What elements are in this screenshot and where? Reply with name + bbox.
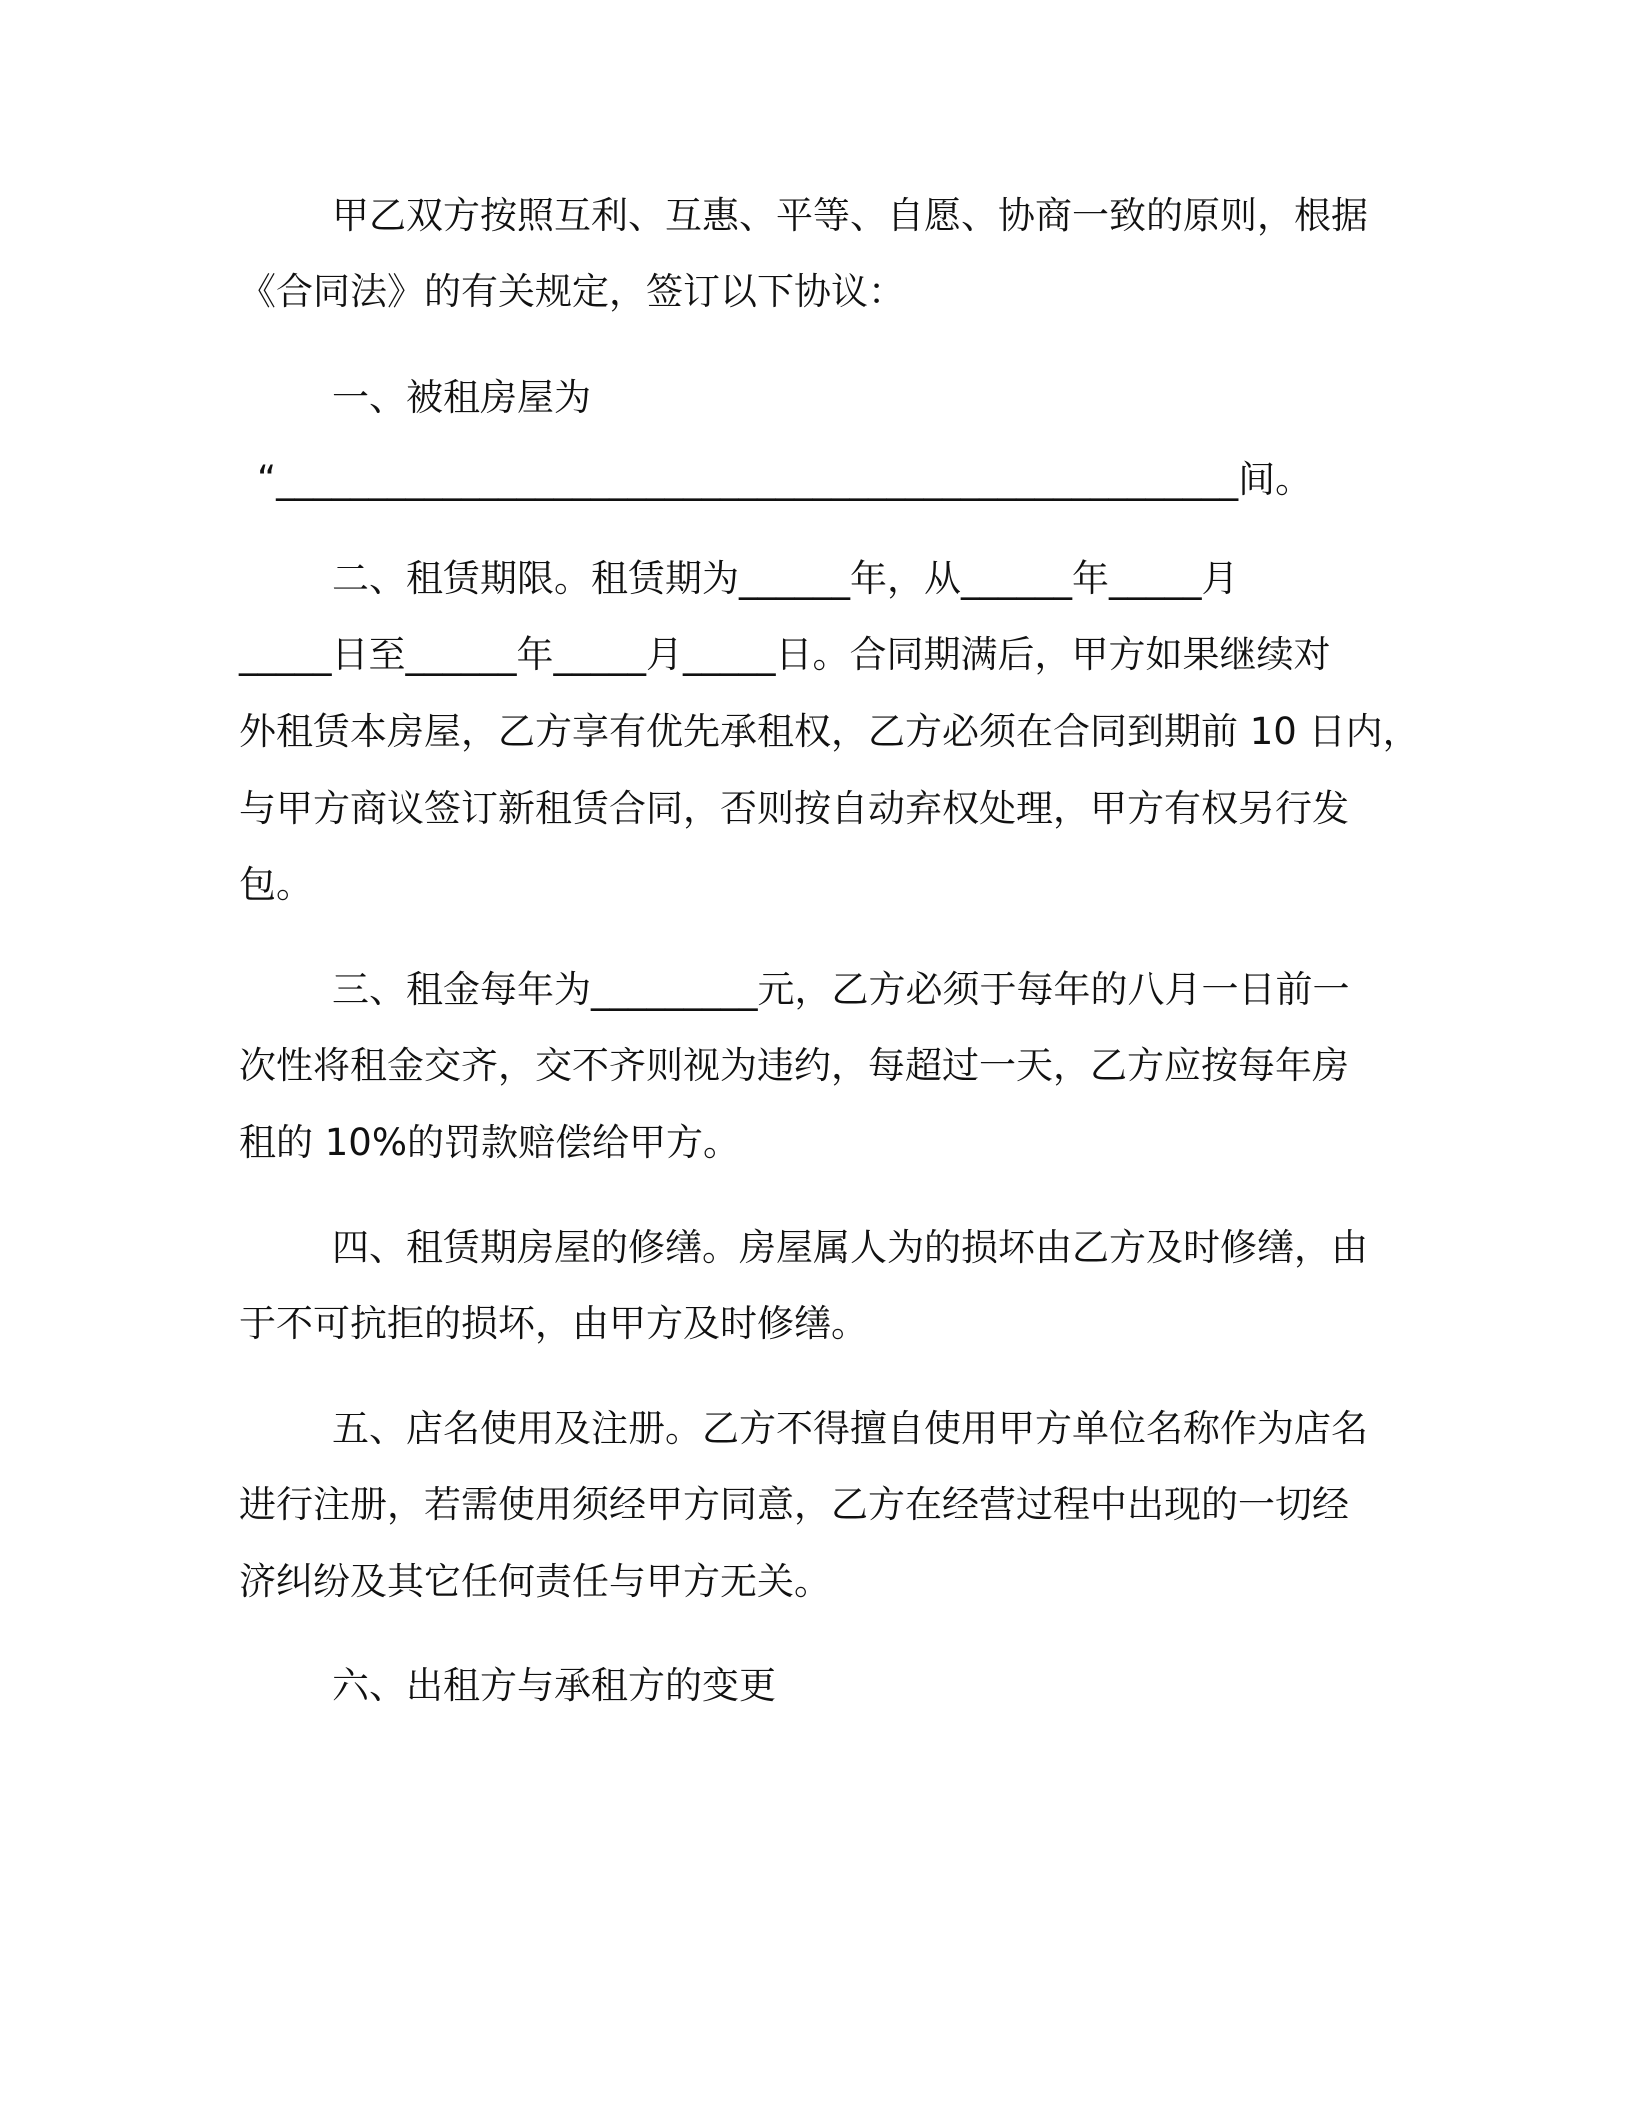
clause-5-line-3: 济纠纷及其它任何责任与甲方无关。 (239, 1560, 831, 1603)
clause-1-line-2: “____________________________________________________间。 (257, 458, 1313, 501)
clause-4-line-1: 四、租赁期房屋的修缮。房屋属人为的损坏由乙方及时修缮，由 (332, 1226, 1368, 1269)
clause-2-line-5: 包。 (239, 863, 313, 906)
clause-5-line-2: 进行注册，若需使用须经甲方同意，乙方在经营过程中出现的一切经 (239, 1483, 1349, 1526)
clause-5-line-1: 五、店名使用及注册。乙方不得擅自使用甲方单位名称作为店名 (332, 1407, 1368, 1450)
intro-line-2: 《合同法》的有关规定，签订以下协议： (239, 270, 905, 313)
clause-3-line-3: 租的 10%的罚款赔偿给甲方。 (239, 1121, 740, 1164)
clause-2-line-1: 二、租赁期限。租赁期为______年，从______年_____月 (332, 557, 1239, 600)
clause-3-line-2: 次性将租金交齐，交不齐则视为违约，每超过一天，乙方应按每年房 (239, 1044, 1349, 1087)
clause-3-line-1: 三、租金每年为_________元，乙方必须于每年的八月一日前一 (332, 968, 1350, 1011)
intro-line-1: 甲乙双方按照互利、互惠、平等、自愿、协商一致的原则，根据 (332, 194, 1368, 237)
clause-6-line-1: 六、出租方与承租方的变更 (332, 1664, 776, 1707)
clause-4-line-2: 于不可抗拒的损坏，由甲方及时修缮。 (239, 1302, 868, 1345)
clause-2-line-2: _____日至______年_____月_____日。合同期满后，甲方如果继续对 (239, 633, 1331, 676)
clause-2-line-3: 外租赁本房屋，乙方享有优先承租权，乙方必须在合同到期前 10 日内， (239, 710, 1420, 753)
clause-2-line-4: 与甲方商议签订新租赁合同，否则按自动弃权处理，甲方有权另行发 (239, 787, 1349, 830)
clause-1-line-1: 一、被租房屋为 (332, 376, 591, 419)
